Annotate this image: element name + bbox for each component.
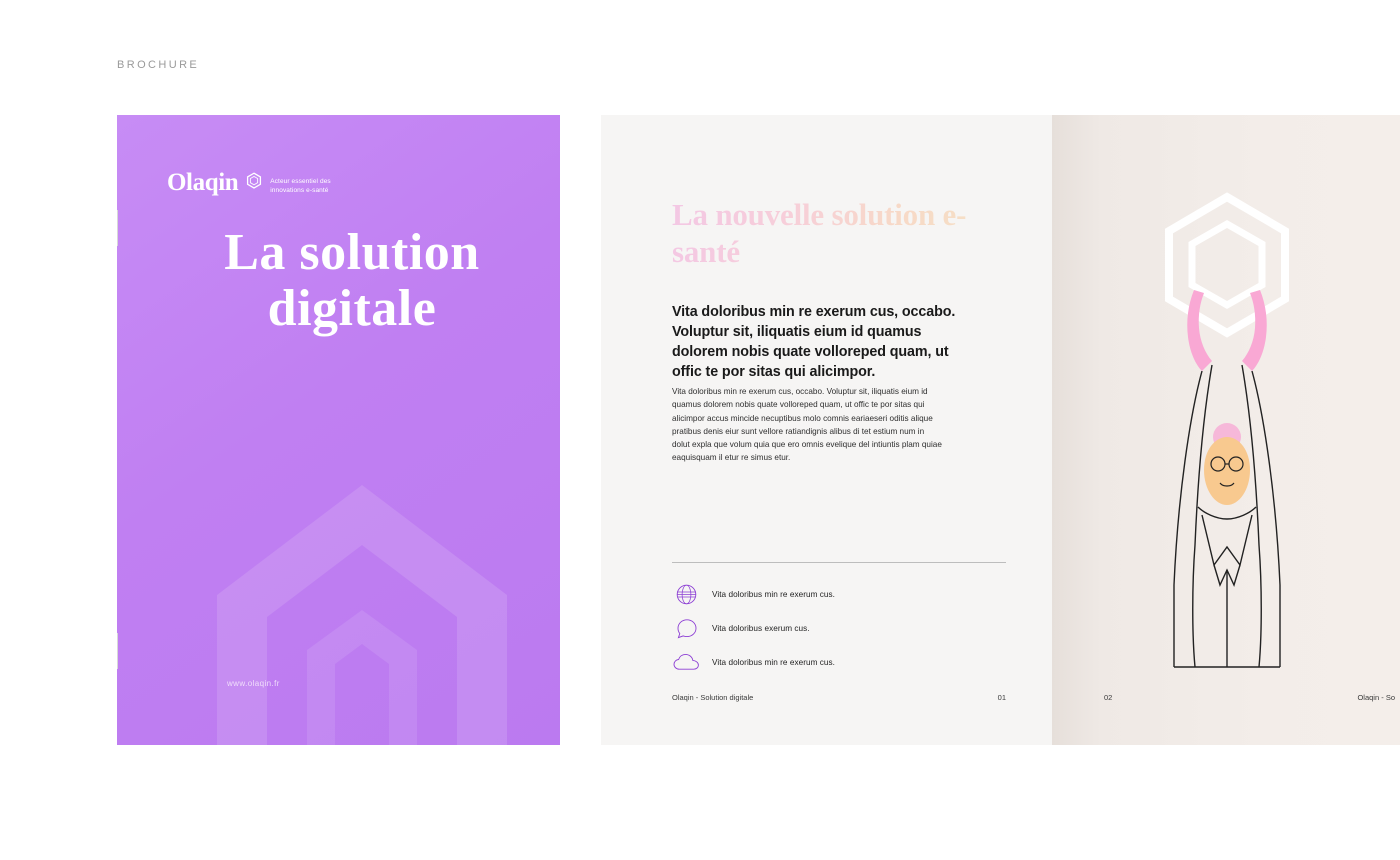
content-divider <box>672 562 1006 563</box>
page-footer-text: Olaqin - Solution digitale <box>672 693 754 702</box>
cover-url: www.olaqin.fr <box>227 679 280 688</box>
page-footer-text-right: Olaqin - So <box>1357 693 1395 702</box>
page-body-copy: Vita doloribus min re exerum cus, occabo. Voluptur sit, iliquatis eium id quamus dolorem nobis quate volloreped quam, ut offic te por sitas qui alicimpor accus mincide necuptibus molo comnis eariaeseri oditis alique pratibus denis eiur sunt vellore ratiandignis alibus di tet estium num in dolut expla que volum quia que ero omnis evelique del intiuntis plam quiae eaquisquam il etur re simus etur. <box>672 387 942 463</box>
hexagon-icon <box>246 172 262 195</box>
list-item <box>672 645 1012 679</box>
spread-page-right <box>1052 115 1400 745</box>
list-item-label: Vita doloribus min re exerum cus. <box>712 657 835 667</box>
cover-logo <box>167 170 340 196</box>
page-number-left: 01 <box>997 693 1006 702</box>
list-item-label: Vita doloribus exerum cus. <box>712 623 810 633</box>
cover-spine-top <box>117 210 118 246</box>
list-item <box>672 577 1012 611</box>
brochure-cover <box>117 115 560 745</box>
cover-title: La solution digitale <box>224 224 480 338</box>
cloud-icon <box>672 652 701 673</box>
section-label: BROCHURE <box>117 59 200 71</box>
logo-tagline: Acteur essentiel des innovations e-santé <box>270 178 331 194</box>
spread-page-left <box>601 115 1052 745</box>
globe-icon <box>672 584 701 605</box>
logo-wordmark: Olaqin <box>167 169 239 196</box>
cover-hexagon-watermark <box>157 445 560 745</box>
person-holding-hexagon-illustration <box>1052 115 1400 745</box>
feature-list <box>672 577 1012 679</box>
list-item <box>672 611 1012 645</box>
brochure-spread <box>601 115 1400 745</box>
list-item-label: Vita doloribus min re exerum cus. <box>712 589 835 599</box>
page-lead-paragraph: Vita doloribus min re exerum cus, occabo. Voluptur sit, iliquatis eium id quamus dolorem nobis quate volloreped quam, ut offic te por sitas qui alicimpor. <box>672 304 956 381</box>
cover-spine-bottom <box>117 633 118 669</box>
page-number-right: 02 <box>1104 693 1113 702</box>
speech-bubble-icon <box>672 618 701 639</box>
page-heading: La nouvelle solution e-santé <box>672 196 1012 270</box>
